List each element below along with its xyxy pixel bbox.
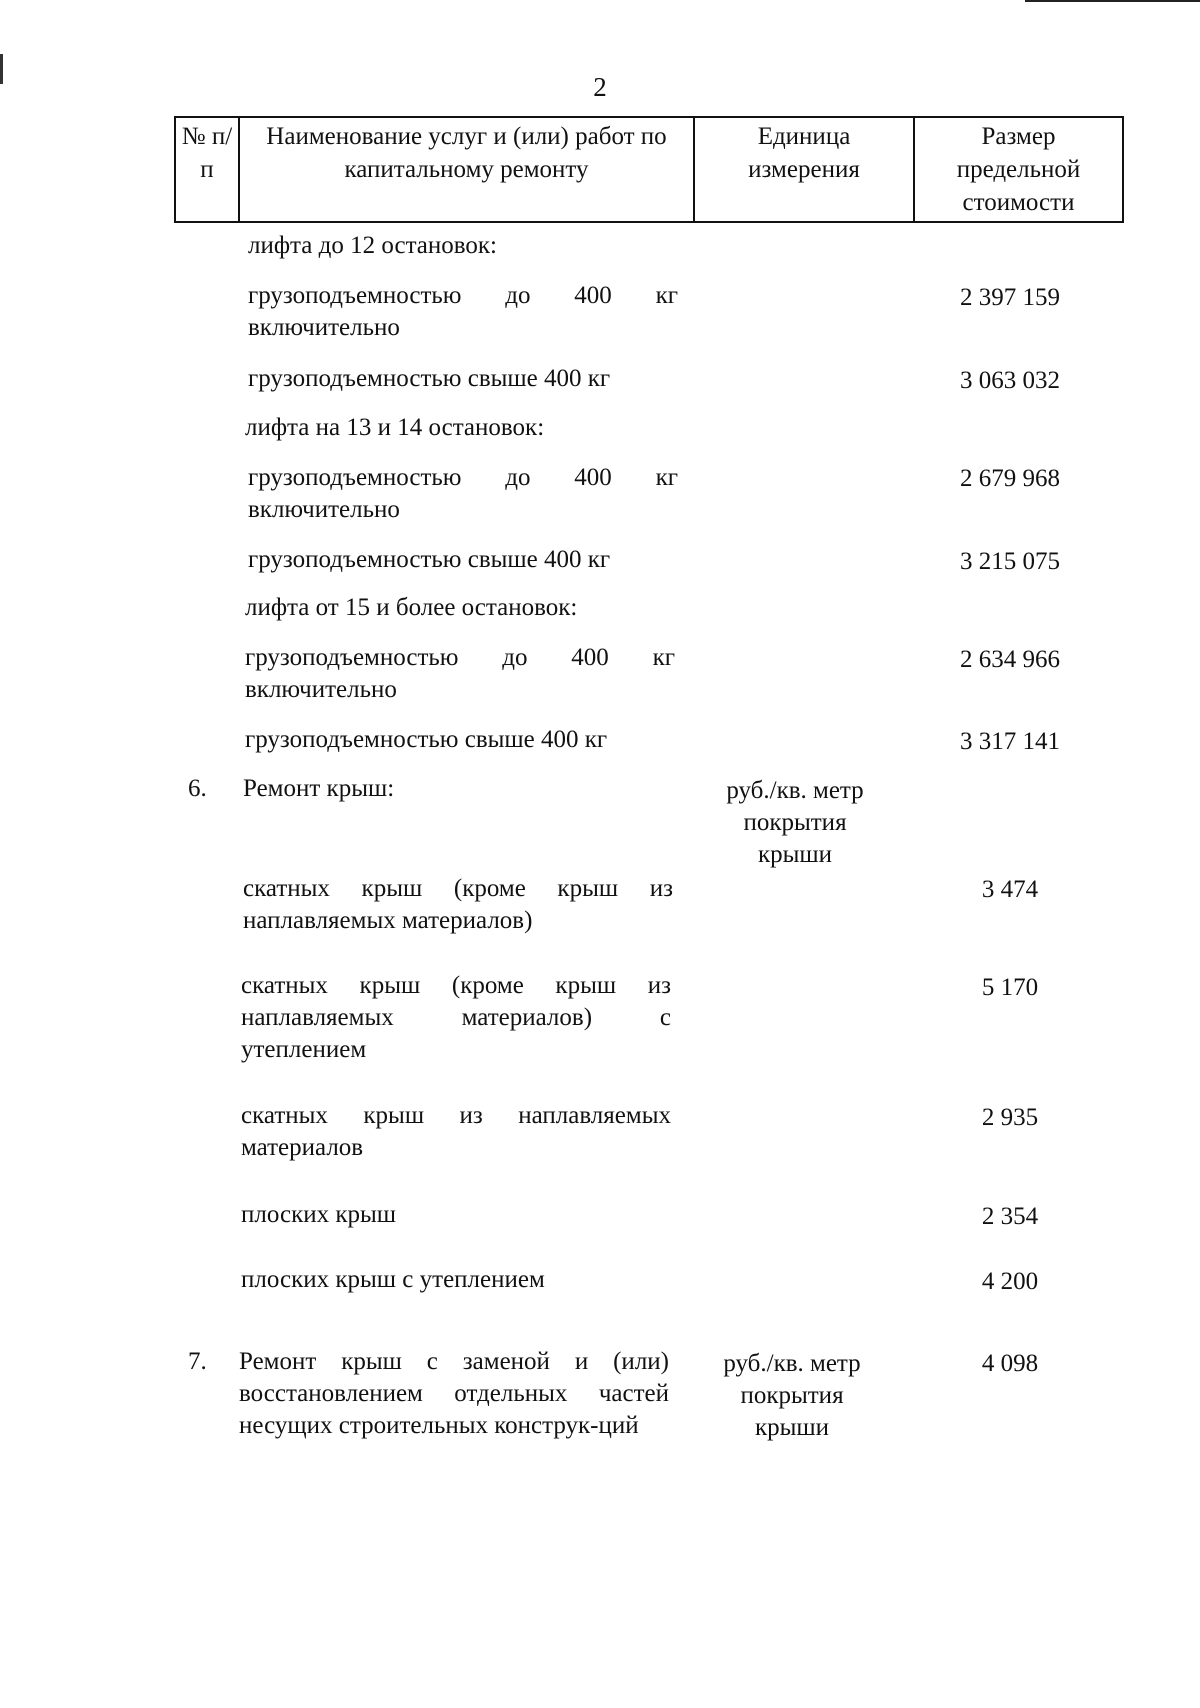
row-7-name: Ремонт крыш с заменой и (или) восстановлением отдельных частей несущих строительных конструк-ций xyxy=(239,1348,669,1439)
row-roof-pitched-fused-name: скатных крыш из наплавляемых материалов xyxy=(241,1102,671,1161)
header-col-name: Наименование услуг и (или) работ по капитальному ремонту xyxy=(239,117,694,222)
row-7-value: 4 098 xyxy=(981,1350,1039,1377)
row-lift-12-over-400-name: грузоподъемностью свыше 400 кг xyxy=(248,365,611,392)
row-7-number: 7. xyxy=(188,1348,207,1375)
row-lift-12-upto-400-name: грузоподъемностью до 400 кг включительно xyxy=(248,282,678,341)
row-roof-flat-value: 2 354 xyxy=(981,1203,1039,1230)
row-lift-12-over-400-value: 3 063 032 xyxy=(960,367,1060,394)
row-lift-13-14-over-400-name: грузоподъемностью свыше 400 кг xyxy=(248,546,611,573)
row-roof-flat-insulated-name: плоских крыш с утеплением xyxy=(241,1266,545,1293)
header-col-unit: Единица измерения xyxy=(694,117,914,222)
row-roof-pitched-insulated-name: скатных крыш (кроме крыш из наплавляемых материалов) с утеплением xyxy=(241,972,671,1063)
row-lift-15-heading: лифта от 15 и более остановок: xyxy=(245,594,578,621)
row-roof-flat-name: плоских крыш xyxy=(241,1201,397,1228)
row-6-name: Ремонт крыш: xyxy=(243,775,395,802)
row-roof-pitched-insulated-value: 5 170 xyxy=(981,974,1039,1001)
row-lift-13-14-upto-400-name: грузоподъемностью до 400 кг включительно xyxy=(248,464,678,523)
row-lift-12-upto-400-value: 2 397 159 xyxy=(960,284,1060,311)
row-lift-13-14-over-400-value: 3 215 075 xyxy=(960,548,1060,575)
header-col-cost: Размер предельной стоимости xyxy=(914,117,1123,222)
row-roof-pitched-value: 3 474 xyxy=(981,876,1039,903)
row-lift-13-14-heading: лифта на 13 и 14 остановок: xyxy=(245,414,545,441)
row-roof-pitched-name: скатных крыш (кроме крыш из наплавляемых материалов) xyxy=(243,875,673,934)
row-lift-15-over-400-name: грузоподъемностью свыше 400 кг xyxy=(245,726,608,753)
row-7-unit: руб./кв. метр покрытия крыши xyxy=(723,1350,861,1441)
row-6-number: 6. xyxy=(188,775,207,802)
row-lift-15-upto-400-name: грузоподъемностью до 400 кг включительно xyxy=(245,644,675,703)
row-roof-flat-insulated-value: 4 200 xyxy=(981,1268,1039,1295)
row-lift-13-14-upto-400-value: 2 679 968 xyxy=(960,465,1060,492)
row-lift-15-upto-400-value: 2 634 966 xyxy=(960,646,1060,673)
header-col-number: № п/п xyxy=(175,117,239,222)
row-6-unit: руб./кв. метр покрытия крыши xyxy=(726,777,864,868)
row-roof-pitched-fused-value: 2 935 xyxy=(981,1104,1039,1131)
row-lift-15-over-400-value: 3 317 141 xyxy=(960,728,1060,755)
row-lift-12-heading: лифта до 12 остановок: xyxy=(248,232,497,259)
page-number: 2 xyxy=(593,72,607,102)
